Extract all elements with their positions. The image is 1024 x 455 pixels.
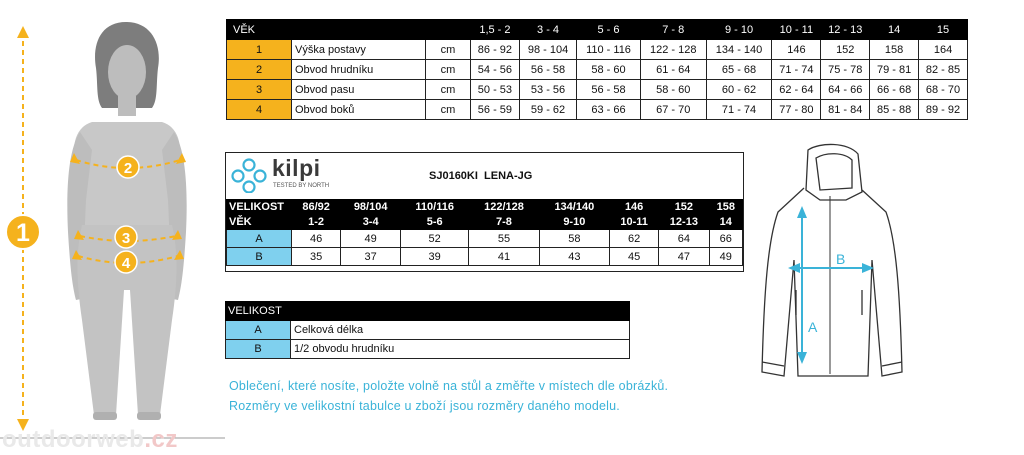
jacket-right-cuff (882, 362, 902, 366)
cell: 56 - 58 (519, 60, 576, 80)
row-label: B (226, 340, 291, 359)
cell: 79 - 81 (870, 60, 919, 80)
figure-neck (118, 96, 136, 116)
cell: 39 (401, 248, 469, 266)
cell: 86 - 92 (471, 40, 520, 60)
watermark-suffix: .cz (144, 426, 178, 453)
age-measurement-table (226, 19, 968, 120)
age-header-label: VĚK (227, 215, 292, 230)
age-col: 12 - 13 (821, 20, 870, 40)
age-col: 7 - 8 (640, 20, 706, 40)
row-description: 1/2 obvodu hrudníku (291, 340, 630, 359)
brand-tagline: TESTED BY NORTH (273, 183, 330, 189)
age-col: 15 (919, 20, 968, 40)
cell: 35 (292, 248, 341, 266)
size-col: 134/140 (539, 200, 609, 215)
jacket-diagram (750, 140, 910, 380)
age-header-row (227, 20, 968, 40)
cell: 67 - 70 (640, 100, 706, 120)
cell: 146 (772, 40, 821, 60)
age-col: 5-6 (401, 215, 469, 230)
body-figure (0, 0, 225, 455)
model-code: SJ0160KI LENA-JG (429, 170, 533, 182)
cell: 53 - 56 (519, 80, 576, 100)
cell: 58 - 60 (577, 60, 641, 80)
cell: 60 - 62 (706, 80, 772, 100)
cell: 47 (659, 248, 709, 266)
size-col: 86/92 (292, 200, 341, 215)
jacket-hood-opening (816, 154, 852, 190)
jacket-hood (806, 144, 862, 200)
age-col: 14 (870, 20, 919, 40)
table-row (227, 40, 968, 60)
cell: 85 - 88 (870, 100, 919, 120)
cell: 62 (610, 230, 659, 248)
watermark-text: outdoorweb (2, 426, 145, 453)
age-header-label: VĚK (227, 20, 471, 40)
row-unit: cm (426, 100, 471, 120)
cell: 49 (341, 230, 401, 248)
cell: 75 - 78 (821, 60, 870, 80)
cell: 56 - 58 (577, 80, 641, 100)
cell: 50 - 53 (471, 80, 520, 100)
age-col: 9 - 10 (706, 20, 772, 40)
cell: 164 (919, 40, 968, 60)
cell: 55 (469, 230, 539, 248)
row-unit: cm (426, 80, 471, 100)
cell: 82 - 85 (919, 60, 968, 80)
cell: 46 (292, 230, 341, 248)
cell: 61 - 64 (640, 60, 706, 80)
age-col: 5 - 6 (577, 20, 641, 40)
row-number: 3 (227, 80, 292, 100)
model-size-table-box (225, 152, 744, 272)
row-label: Výška postavy (292, 40, 426, 60)
row-label: Obvod boků (292, 100, 426, 120)
cell: 64 - 66 (821, 80, 870, 100)
cell: 64 (659, 230, 709, 248)
age-col: 12-13 (659, 215, 709, 230)
table-row (227, 248, 743, 266)
cell: 52 (401, 230, 469, 248)
cell: 58 (539, 230, 609, 248)
size-col: 122/128 (469, 200, 539, 215)
jacket-body (762, 188, 902, 376)
cell: 68 - 70 (919, 80, 968, 100)
age-col: 10 - 11 (772, 20, 821, 40)
age-col: 1-2 (292, 215, 341, 230)
row-label: Obvod hrudníku (292, 60, 426, 80)
model-size-table (226, 199, 743, 266)
age-col: 3-4 (341, 215, 401, 230)
cell: 63 - 66 (577, 100, 641, 120)
model-dimensions-note: Rozměry ve velikostní tabulce u zboží jsou rozměry daného modelu. (229, 399, 620, 413)
age-header-row (227, 215, 743, 230)
cell: 43 (539, 248, 609, 266)
size-col: 110/116 (401, 200, 469, 215)
row-number: 4 (227, 100, 292, 120)
cell: 41 (469, 248, 539, 266)
cell: 54 - 56 (471, 60, 520, 80)
cell: 134 - 140 (706, 40, 772, 60)
age-col: 7-8 (469, 215, 539, 230)
legend-header-row (226, 302, 630, 321)
cell: 66 (709, 230, 742, 248)
measure-a-arrow-up-icon (797, 206, 807, 218)
marker-3-label: 3 (121, 230, 131, 247)
cell: 37 (341, 248, 401, 266)
table-row (226, 321, 630, 340)
row-label: A (227, 230, 292, 248)
age-col: 1,5 - 2 (471, 20, 520, 40)
cell: 49 (709, 248, 742, 266)
row-label: B (227, 248, 292, 266)
cell: 58 - 60 (640, 80, 706, 100)
cell: 65 - 68 (706, 60, 772, 80)
figure-face (108, 45, 146, 99)
measure-instruction-note: Oblečení, které nosíte, položte volně na stůl a změřte v místech dle obrázků. (229, 379, 669, 393)
brand-name: kilpi (272, 155, 321, 181)
cell: 77 - 80 (772, 100, 821, 120)
age-col: 9-10 (539, 215, 609, 230)
row-unit: cm (426, 40, 471, 60)
row-label: Obvod pasu (292, 80, 426, 100)
cell: 158 (870, 40, 919, 60)
cell: 89 - 92 (919, 100, 968, 120)
table-row (227, 100, 968, 120)
jacket-left-cuff (762, 362, 784, 366)
marker-1-label: 1 (16, 219, 30, 247)
height-arrow-up-icon (17, 26, 29, 38)
measure-a-label: A (808, 319, 818, 335)
cell: 62 - 64 (772, 80, 821, 100)
marker-2-label: 2 (123, 160, 133, 177)
figure-right-shoe (137, 412, 161, 420)
cell: 81 - 84 (821, 100, 870, 120)
row-label: A (226, 321, 291, 340)
age-col: 10-11 (610, 215, 659, 230)
size-col: 146 (610, 200, 659, 215)
row-description: Celková délka (291, 321, 630, 340)
figure-left-shoe (93, 412, 117, 420)
row-number: 1 (227, 40, 292, 60)
size-header-row (227, 200, 743, 215)
row-unit: cm (426, 60, 471, 80)
cell: 71 - 74 (706, 100, 772, 120)
size-col: 158 (709, 200, 742, 215)
cell: 59 - 62 (519, 100, 576, 120)
kilpi-logo-icon (230, 157, 268, 193)
age-col: 3 - 4 (519, 20, 576, 40)
size-col: 98/104 (341, 200, 401, 215)
cell: 45 (610, 248, 659, 266)
row-number: 2 (227, 60, 292, 80)
size-header-label: VELIKOST (227, 200, 292, 215)
cell: 98 - 104 (519, 40, 576, 60)
table-row (227, 230, 743, 248)
cell: 110 - 116 (577, 40, 641, 60)
cell: 66 - 68 (870, 80, 919, 100)
measure-b-label: B (836, 251, 846, 267)
measurement-legend-table (225, 301, 630, 359)
table-row (227, 80, 968, 100)
cell: 56 - 59 (471, 100, 520, 120)
cell: 71 - 74 (772, 60, 821, 80)
cell: 152 (821, 40, 870, 60)
age-col: 14 (709, 215, 742, 230)
table-row (227, 60, 968, 80)
legend-header: VELIKOST (226, 302, 630, 321)
measure-a-arrow-down-icon (797, 352, 807, 364)
table-row (226, 340, 630, 359)
cell: 122 - 128 (640, 40, 706, 60)
marker-4-label: 4 (121, 255, 131, 272)
size-col: 152 (659, 200, 709, 215)
watermark (2, 426, 178, 454)
